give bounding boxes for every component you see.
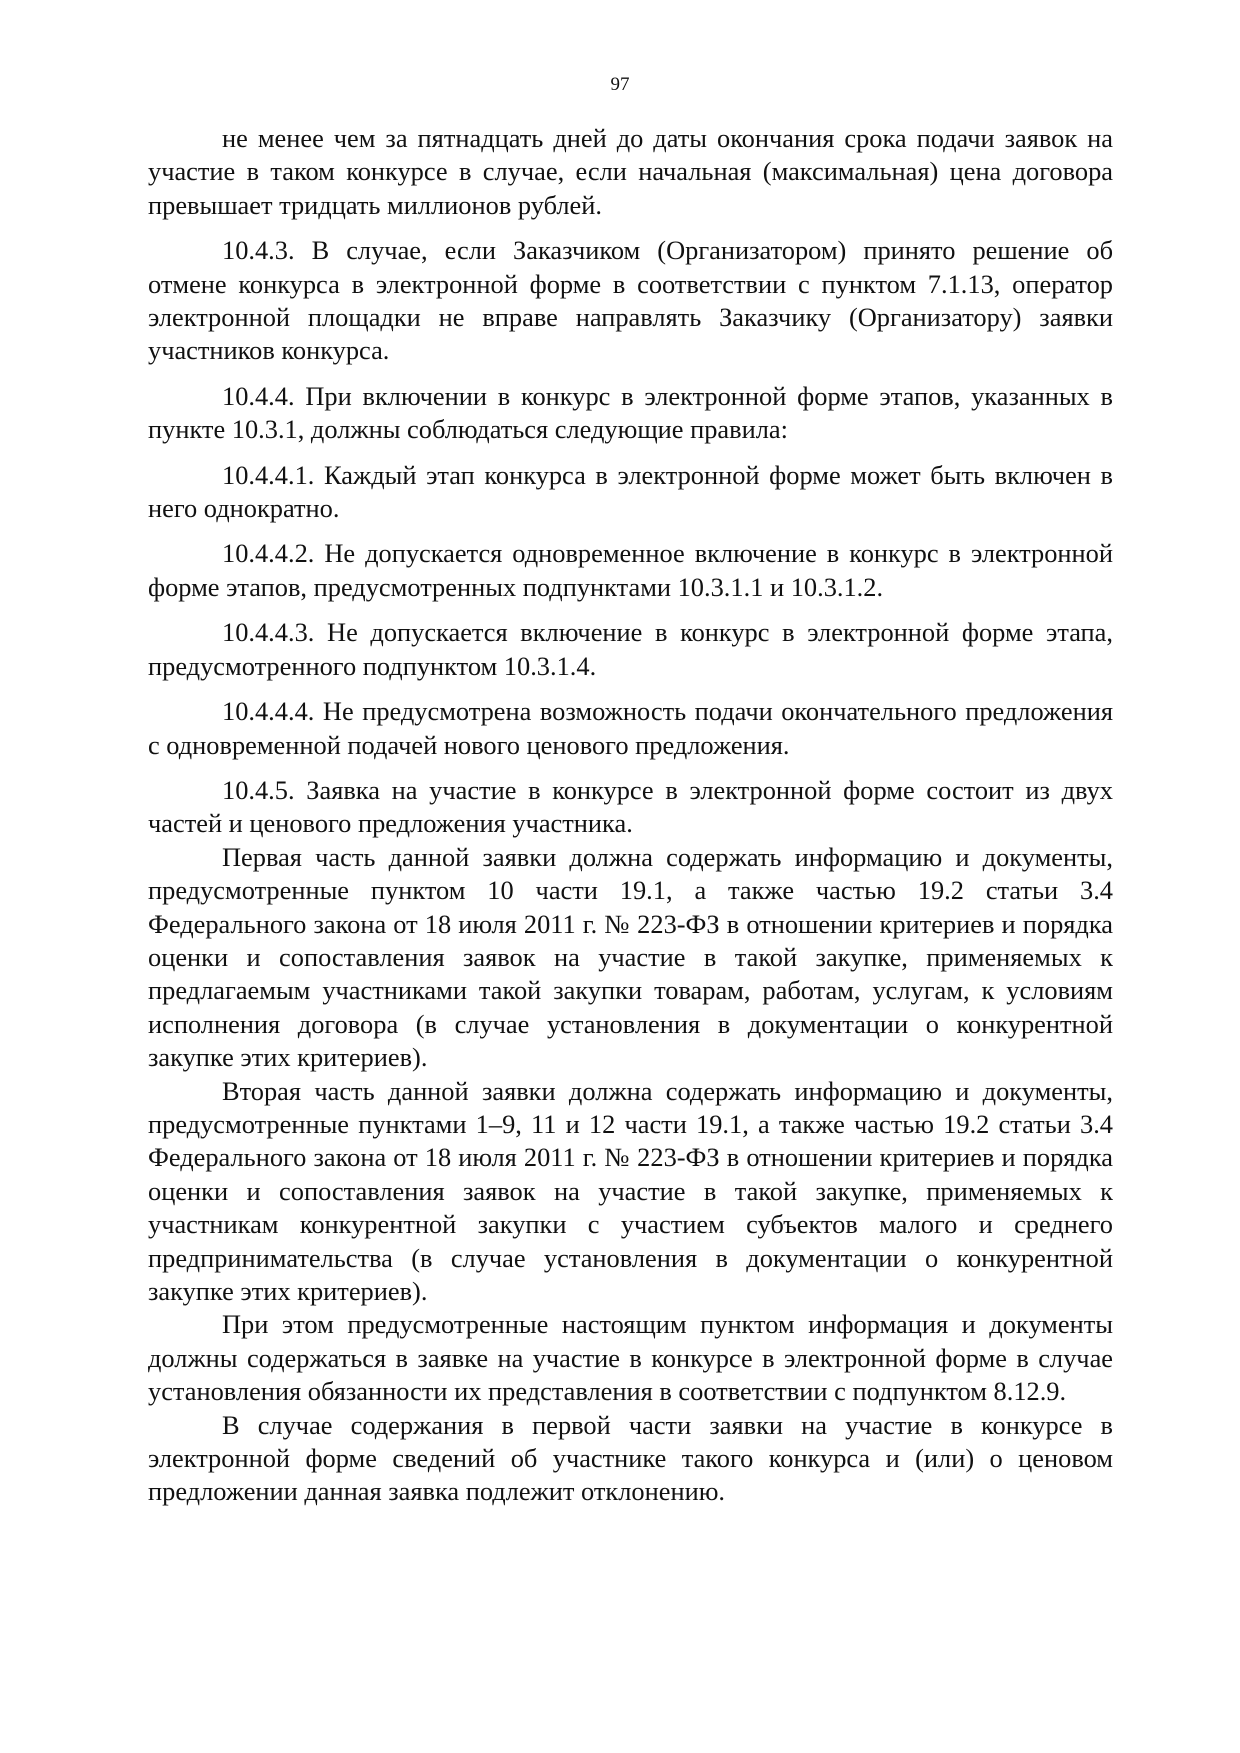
document-body (148, 122, 1113, 1509)
page-number: 97 (610, 74, 630, 95)
paragraph-10-4-5: 10.4.5. Заявка на участие в конкурсе в электронной форме состоит из двух частей и ценового предложения участника. (148, 774, 1113, 839)
paragraph-10-4-4: 10.4.4. При включении в конкурс в электронной форме этапов, указанных в пункте 10.3.1, должны соблюдаться следующие правила: (148, 380, 1113, 445)
paragraph-continuation: не менее чем за пятнадцать дней до даты окончания срока подачи заявок на участие в таком конкурсе в случае, если начальная (максимальная) цена договора превышает тридцать миллионов рублей. (148, 123, 1113, 220)
paragraph-second-part: Вторая часть данной заявки должна содержать информацию и документы, предусмотренные пунктами 1–9, 11 и 12 части 19.1, а также частью 19.2 статьи 3.4 Федерального закона от 18 июля 2011 г. № 223-ФЗ в отношении критериев и порядка оценки и сопоставления заявок на участие в такой закупке, применяемых к участникам конкурентной закупки с участием субъектов малого и среднего предпринимательства (в случае установления в документации о конкурентной закупке этих критериев). (148, 1075, 1113, 1306)
paragraph-documents: При этом предусмотренные настоящим пунктом информация и документы должны содержаться в заявке на участие в конкурсе в электронной форме в случае установления обязанности их представления в соответствии с подпунктом 8.12.9. (148, 1309, 1113, 1407)
paragraph-10-4-4-3: 10.4.4.3. Не допускается включение в конкурс в электронной форме этапа, предусмотренного подпунктом 10.3.1.4. (148, 617, 1113, 681)
paragraph-first-part: Первая часть данной заявки должна содержать информацию и документы, предусмотренные пунктом 10 части 19.1, а также частью 19.2 статьи 3.4 Федерального закона от 18 июля 2011 г. № 223-ФЗ в отношении критериев и порядка оценки и сопоставления заявок на участие в такой закупке, применяемых к предлагаемым участниками такой закупки товарам, работам, услугам, к условиям исполнения договора (в случае установления в документации о конкурентной закупке этих критериев). (148, 841, 1113, 1073)
paragraph-10-4-4-1: 10.4.4.1. Каждый этап конкурса в электронной форме может быть включен в него однократно. (148, 459, 1113, 524)
paragraph-10-4-4-4: 10.4.4.4. Не предусмотрена возможность подачи окончательного предложения с одновременной подачей нового ценового предложения. (148, 696, 1113, 760)
paragraph-10-4-3: 10.4.3. В случае, если Заказчиком (Организатором) принято решение об отмене конкурса в электронной форме в соответствии с пунктом 7.1.13, оператор электронной площадки не вправе направлять Заказчику (Организатору) заявки участников конкурса. (148, 235, 1113, 366)
paragraph-rejection: В случае содержания в первой части заявки на участие в конкурсе в электронной форме сведений об участнике такого конкурса и (или) о ценовом предложении данная заявка подлежит отклонению. (148, 1409, 1113, 1507)
paragraph-10-4-4-2: 10.4.4.2. Не допускается одновременное включение в конкурс в электронной форме этапов, предусмотренных подпунктами 10.3.1.1 и 10.3.1.2. (148, 538, 1113, 602)
